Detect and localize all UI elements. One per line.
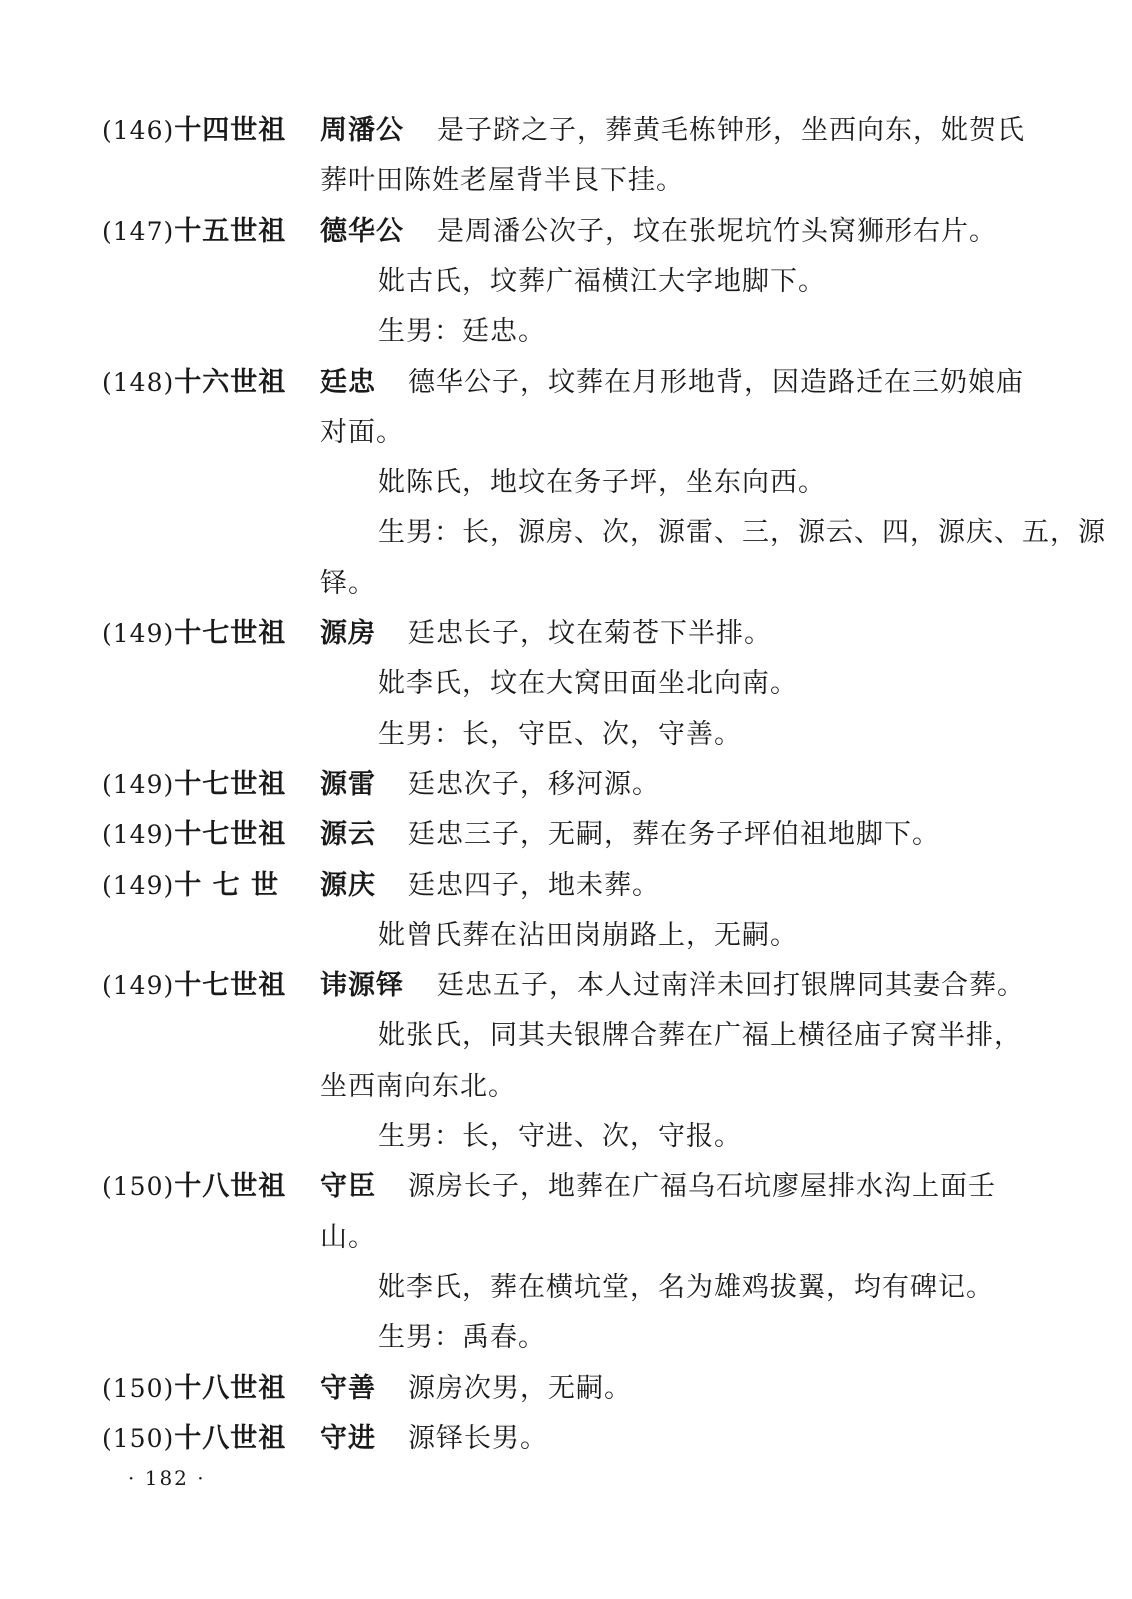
- generation-label: [102, 961, 302, 1011]
- ancestor-name: 源房: [320, 618, 376, 649]
- indented-line: [0, 911, 1132, 961]
- ancestor-name: 德华公: [320, 216, 404, 247]
- indented-text: 妣张氏，同其夫银牌合葬在广福上横径庙子窝半排，: [378, 1020, 1022, 1051]
- entry-description: 源铎长男。: [408, 1423, 548, 1454]
- entry-description: 是周潘公次子，坟在张坭坑竹头窝狮形右片。: [437, 216, 997, 247]
- entry-description: 廷忠次子，移河源。: [408, 769, 660, 800]
- generation-label: [102, 358, 302, 408]
- indented-text: 生男：长，源房、次，源雷、三，源云、四，源庆、五，源: [378, 517, 1106, 548]
- entry-number: (148): [102, 368, 175, 397]
- continuation-text: 坐西南向东北。: [320, 1071, 516, 1102]
- generation-title: 十六世祖: [174, 367, 287, 398]
- entry-number: (149): [102, 820, 175, 849]
- indented-line: [0, 508, 1132, 558]
- entry-line: [0, 810, 1132, 860]
- indented-line: [0, 257, 1132, 307]
- continuation-line: [0, 1213, 1132, 1263]
- generation-title: 十八世祖: [174, 1373, 287, 1404]
- continuation-line: [0, 408, 1132, 458]
- entry-line: [0, 609, 1132, 659]
- entry-description: 廷忠三子，无嗣，葬在务子坪伯祖地脚下。: [408, 819, 940, 850]
- generation-label: [102, 861, 302, 911]
- continuation-text: 对面。: [320, 417, 404, 448]
- generation-label: [102, 760, 302, 810]
- ancestor-name: 守臣: [320, 1171, 376, 1202]
- generation-title: 十四世祖: [174, 115, 287, 146]
- generation-label: [102, 609, 302, 659]
- entry-description: 廷忠长子，坟在菊苍下半排。: [408, 618, 772, 649]
- entry-description: 源房长子，地葬在广福乌石坑廖屋排水沟上面壬: [408, 1171, 996, 1202]
- generation-label: [102, 1364, 302, 1414]
- continuation-text: 山。: [320, 1222, 376, 1253]
- ancestor-name: 守善: [320, 1373, 376, 1404]
- indented-line: [0, 1011, 1132, 1061]
- entry-line: [0, 760, 1132, 810]
- indented-line: [0, 458, 1132, 508]
- indented-text: 妣古氏，坟葬广福横江大字地脚下。: [378, 266, 826, 297]
- generation-title: 十五世祖: [174, 216, 287, 247]
- indented-text: 生男：长，守臣、次，守善。: [378, 719, 742, 750]
- entry-description: 廷忠四子，地未葬。: [408, 870, 660, 901]
- entry-number: (150): [102, 1424, 175, 1453]
- entry-number: (149): [102, 770, 175, 799]
- ancestor-name: 守进: [320, 1423, 376, 1454]
- ancestor-name: 讳源铎: [320, 970, 404, 1001]
- indented-text: 生男：长，守进、次，守报。: [378, 1121, 742, 1152]
- entry-description: 是子跻之子，葬黄毛栋钟形，坐西向东，妣贺氏: [437, 115, 1025, 146]
- entry-line: [0, 1414, 1132, 1464]
- entry-description: 廷忠五子，本人过南洋未回打银牌同其妻合葬。: [437, 970, 1025, 1001]
- indented-line: [0, 659, 1132, 709]
- indented-text: 妣李氏，坟在大窝田面坐北向南。: [378, 668, 798, 699]
- entry-number: (146): [102, 116, 175, 145]
- entry-line: [0, 106, 1132, 156]
- entry-description: 德华公子，坟葬在月形地背，因造路迁在三奶娘庙: [408, 367, 1024, 398]
- indented-text: 妣李氏，葬在横坑堂，名为雄鸡拔翼，均有碑记。: [378, 1272, 994, 1303]
- entry-line: [0, 961, 1132, 1011]
- ancestor-name: 源云: [320, 819, 376, 850]
- ancestor-name: 源雷: [320, 769, 376, 800]
- continuation-line: [0, 156, 1132, 206]
- page-number: · 182 ·: [128, 1466, 206, 1490]
- entry-number: (149): [102, 871, 175, 900]
- generation-label: [102, 207, 302, 257]
- indented-text: 生男：廷忠。: [378, 316, 546, 347]
- continuation-text: 葬叶田陈姓老屋背半艮下挂。: [320, 165, 684, 196]
- indented-text: 妣曾氏葬在沾田岗崩路上，无嗣。: [378, 920, 798, 951]
- ancestor-name: 廷忠: [320, 367, 376, 398]
- entry-line: [0, 207, 1132, 257]
- indented-text: 生男：禹春。: [378, 1322, 546, 1353]
- generation-title: 十八世祖: [174, 1171, 287, 1202]
- indented-line: [0, 1112, 1132, 1162]
- continuation-line: [0, 1062, 1132, 1112]
- continuation-line: [0, 559, 1132, 609]
- indented-line: [0, 307, 1132, 357]
- indented-line: [0, 1263, 1132, 1313]
- entry-number: (149): [102, 619, 175, 648]
- generation-title: 十 七 世: [174, 870, 280, 901]
- entry-number: (150): [102, 1172, 175, 1201]
- entry-number: (149): [102, 971, 175, 1000]
- indented-line: [0, 710, 1132, 760]
- entry-number: (147): [102, 217, 175, 246]
- entry-line: [0, 1364, 1132, 1414]
- generation-title: 十七世祖: [174, 970, 287, 1001]
- continuation-text: 铎。: [320, 568, 376, 599]
- generation-label: [102, 106, 302, 156]
- ancestor-name: 周潘公: [320, 115, 404, 146]
- entry-description: 源房次男，无嗣。: [408, 1373, 632, 1404]
- generation-title: 十八世祖: [174, 1423, 287, 1454]
- indented-text: 妣陈氏，地坟在务子坪，坐东向西。: [378, 467, 826, 498]
- generation-title: 十七世祖: [174, 819, 287, 850]
- entry-line: [0, 861, 1132, 911]
- entry-number: (150): [102, 1374, 175, 1403]
- entry-line: [0, 358, 1132, 408]
- generation-title: 十七世祖: [174, 769, 287, 800]
- generation-title: 十七世祖: [174, 618, 287, 649]
- indented-line: [0, 1313, 1132, 1363]
- ancestor-name: 源庆: [320, 870, 376, 901]
- generation-label: [102, 1414, 302, 1464]
- generation-label: [102, 810, 302, 860]
- entry-line: [0, 1162, 1132, 1212]
- generation-label: [102, 1162, 302, 1212]
